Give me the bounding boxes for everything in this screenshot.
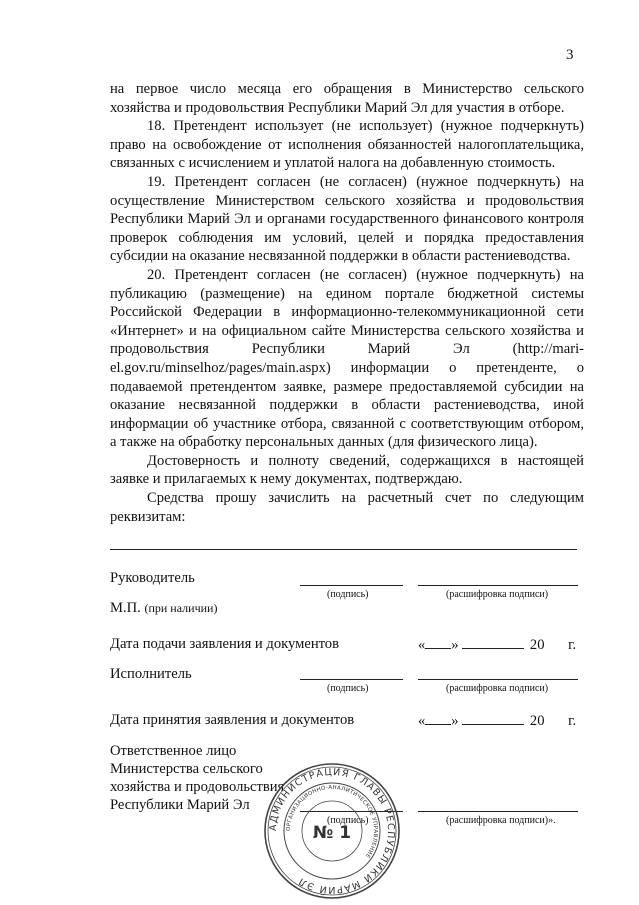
document-body — [110, 80, 584, 526]
responsible-decoding-caption: (расшифровка подписи)». — [446, 815, 556, 826]
page-number: 3 — [566, 47, 574, 63]
paragraph-bank-details: Средства прошу зачислить на расчетный счет по следующим реквизитам: — [110, 490, 584, 525]
official-seal-icon — [262, 761, 402, 901]
year-prefix: 20 — [529, 713, 545, 729]
quote-close: » — [451, 713, 459, 729]
submit-date-label: Дата подачи заявления и документов — [110, 636, 339, 652]
responsible-signature-caption: (подпись) — [327, 815, 369, 826]
seal-inner-text: ОРГАНИЗАЦИОННО-АНАЛИТИЧЕСКОЕ УПРАВЛЕНИЕ — [285, 784, 379, 859]
day-blank — [425, 636, 451, 649]
bank-details-line — [110, 549, 577, 550]
executor-signature-caption: (подпись) — [327, 683, 369, 694]
year-suffix: г. — [568, 637, 577, 653]
paragraph-item-20: 20. Претендент согласен (не согласен) (нужное подчеркнуть) на публикацию (размещение) на едином портале бюджетной системы Российской Федерации в информационно-телекоммуникационной сети «Интернет» и на официальном сайте Министерства сельского хозяйства и продовольствия Республики Марий Эл (http://mari-el.gov.ru/minselhoz/pages/main.aspx) информации о претенденте, о подаваемой претендентом заявке, размере предоставляемой субсидии на оказание несвязанной поддержки в области растениеводства, иной информации об участнике отбора, связанной с соответствующим отбором, а также на обработку персональных данных (для физического лица). — [110, 266, 584, 451]
responsible-line: Министерства сельского — [110, 761, 263, 777]
quote-open: « — [418, 713, 426, 729]
seal-outer-text: АДМИНИСТРАЦИЯ ГЛАВЫ РЕСПУБЛИКИ МАРИЙ ЭЛ — [267, 766, 397, 896]
head-signature-caption: (подпись) — [327, 589, 369, 600]
month-blank — [462, 712, 524, 725]
head-signature-line — [300, 585, 403, 586]
year-suffix: г. — [568, 713, 577, 729]
responsible-decoding-line — [418, 811, 578, 812]
paragraph-item-19: 19. Претендент согласен (не согласен) (нужное подчеркнуть) на осуществление Министерством сельского хозяйства и продовольствия Республики Марий Эл и органами государственного финансового контроля проверок соблюдения им условий, целей и порядка предоставления субсидии на оказание несвязанной поддержки в области растениеводства. — [110, 173, 584, 265]
seal-label: М.П. — [110, 600, 141, 616]
submit-date-field — [418, 636, 576, 654]
quote-open: « — [418, 637, 426, 653]
executor-label: Исполнитель — [110, 666, 192, 682]
paragraph-continuation: на первое число месяца его обращения в Министерство сельского хозяйства и продовольствия Республики Марий Эл для участия в отборе. — [110, 81, 584, 116]
seal-note: (при наличии) — [144, 601, 218, 615]
responsible-line: хозяйства и продовольствия — [110, 779, 285, 795]
executor-signature-line — [300, 679, 403, 680]
year-prefix: 20 — [529, 637, 545, 653]
quote-close: » — [451, 637, 459, 653]
day-blank — [425, 712, 451, 725]
seal-placeholder — [110, 600, 217, 617]
seal-number: № 1 — [312, 823, 352, 843]
responsible-line: Республики Марий Эл — [110, 797, 250, 813]
executor-decoding-line — [418, 679, 578, 680]
paragraph-item-18: 18. Претендент использует (не использует) (нужное подчеркнуть) право на освобождение от исполнения обязанностей налогоплательщика, связанных с исчислением и уплатой налога на добавленную стоимость. — [110, 118, 584, 172]
head-decoding-line — [418, 585, 578, 586]
head-label: Руководитель — [110, 570, 195, 586]
head-decoding-caption: (расшифровка подписи) — [446, 589, 549, 600]
accept-date-label: Дата принятия заявления и документов — [110, 712, 355, 728]
executor-decoding-caption: (расшифровка подписи) — [446, 683, 549, 694]
responsible-person-block — [110, 742, 284, 814]
responsible-line: Ответственное лицо — [110, 743, 237, 759]
accept-date-field — [418, 712, 576, 730]
paragraph-confirmation: Достоверность и полноту сведений, содержащихся в настоящей заявке и прилагаемых к нему документах, подтверждаю. — [110, 452, 584, 488]
month-blank — [462, 636, 524, 649]
